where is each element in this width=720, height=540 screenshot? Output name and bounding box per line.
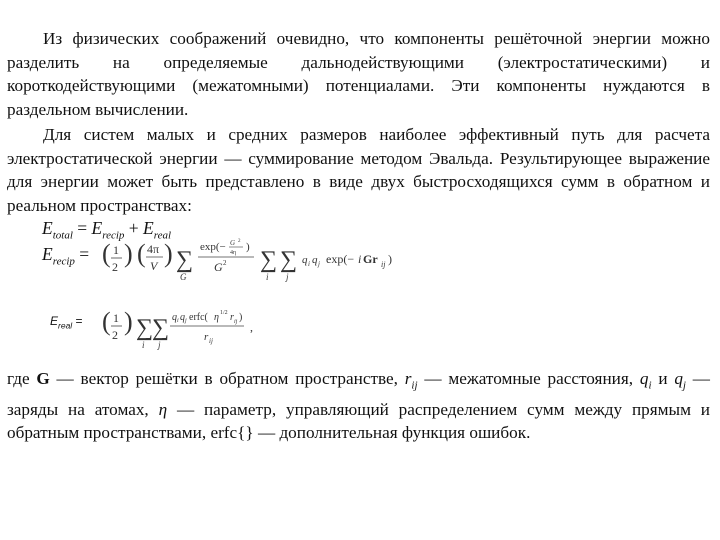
paragraph-ewald: Для систем малых и средних размеров наиболее эффективный путь для расчета электростатической энергии — суммирование методом Эвальда. Результирующее выражение для энергии может быть представлено в виде двух быстросходящихся сумм в обратном и реальном пространствах: xyxy=(7,125,710,215)
svg-text:): ) xyxy=(124,307,133,336)
svg-text:G: G xyxy=(214,260,223,274)
eq-real-equals: = xyxy=(72,314,83,328)
svg-text:G: G xyxy=(230,239,236,247)
svg-text:ij: ij xyxy=(209,337,213,345)
svg-text:): ) xyxy=(124,239,133,268)
svg-text:1/2: 1/2 xyxy=(220,310,228,316)
svg-text:j: j xyxy=(318,260,320,268)
def-text-2: — вектор решётки в обратном пространстве, xyxy=(49,369,405,388)
svg-text:i: i xyxy=(266,272,269,282)
svg-text:erfc(: erfc( xyxy=(189,312,208,323)
svg-text:q: q xyxy=(180,312,185,323)
svg-text:i: i xyxy=(358,252,362,266)
svg-text:∑: ∑ xyxy=(176,247,194,273)
recip-energy-formula-image xyxy=(100,236,520,286)
svg-text:1: 1 xyxy=(113,243,119,257)
svg-text:q: q xyxy=(172,312,177,323)
svg-text:j: j xyxy=(185,318,187,324)
def-qj-sub: j xyxy=(682,379,686,392)
svg-text:2: 2 xyxy=(112,260,118,274)
svg-text:∑: ∑ xyxy=(136,315,154,341)
svg-text:∑: ∑ xyxy=(280,247,298,273)
svg-text:i: i xyxy=(308,260,310,268)
eq-total-equals: = xyxy=(72,218,92,238)
def-qj: q xyxy=(674,369,683,388)
svg-text:i: i xyxy=(142,340,145,350)
paragraph-intro: Из физических соображений очевидно, что компоненты решёточной энергии можно разделить на определяемые дальнодействующими (электростатическими) и короткодействующими (межатомными) потенциалами. Эти компоненты нуждаются в раздельном вычислении. xyxy=(7,29,710,119)
svg-text:): ) xyxy=(388,252,392,266)
svg-text:4π: 4π xyxy=(147,242,160,256)
eq-recip-sub: recip xyxy=(52,255,75,268)
svg-text:∑: ∑ xyxy=(152,315,170,341)
eq-plus: + xyxy=(124,218,144,238)
eq-total-E: E xyxy=(42,218,53,238)
svg-text:Gr: Gr xyxy=(363,252,378,266)
svg-text:∑: ∑ xyxy=(260,247,278,273)
svg-text:,: , xyxy=(250,320,253,334)
svg-text:ij: ij xyxy=(381,260,386,269)
real-energy-formula-image xyxy=(100,302,340,352)
def-text-6: — параметр, управляющий распределением сумм между прямым и обратным пространствами, erfc{} — дополнительная функция ошибок. xyxy=(7,399,710,443)
svg-text:G: G xyxy=(180,272,187,282)
equation-recip-label xyxy=(42,244,89,268)
eq-recip-sub-term: recip xyxy=(102,229,125,242)
svg-text:exp(−: exp(− xyxy=(326,252,355,266)
def-qi-sub: i xyxy=(648,379,652,392)
eq-real-E: E xyxy=(50,314,59,328)
eq-real-E-term: E xyxy=(143,218,154,238)
svg-text:2: 2 xyxy=(112,328,118,342)
svg-text:q: q xyxy=(302,254,308,266)
svg-text:4η: 4η xyxy=(230,250,237,256)
svg-text:j: j xyxy=(158,340,161,350)
eq-recip-E-term: E xyxy=(91,218,103,238)
svg-text:η: η xyxy=(214,312,219,323)
def-qi: q xyxy=(639,369,649,388)
eq-recip-equals: = xyxy=(74,244,90,264)
svg-text:j: j xyxy=(286,272,289,282)
svg-text:q: q xyxy=(312,254,318,266)
eq-total-sub: total xyxy=(52,229,73,242)
svg-text:2: 2 xyxy=(238,239,241,244)
eq-recip-E: E xyxy=(42,244,53,264)
svg-text:2: 2 xyxy=(223,259,227,267)
svg-text:V: V xyxy=(150,259,158,273)
svg-text:r: r xyxy=(204,331,209,343)
svg-text:): ) xyxy=(164,239,173,268)
def-eta: η xyxy=(158,399,168,419)
svg-text:(: ( xyxy=(102,307,111,336)
svg-text:r: r xyxy=(230,312,234,323)
paragraph-definitions xyxy=(7,367,710,445)
svg-text:): ) xyxy=(239,312,243,323)
eq-real-sub-term: real xyxy=(153,229,172,242)
def-text-5: — заряды на атомах, xyxy=(7,369,710,419)
svg-text:1: 1 xyxy=(113,311,119,325)
svg-text:(: ( xyxy=(102,239,111,268)
svg-text:): ) xyxy=(246,241,250,253)
def-r-sub: ij xyxy=(411,379,418,392)
svg-text:(: ( xyxy=(137,239,146,268)
def-text-3: — межатомные расстояния, xyxy=(417,369,640,388)
def-text-1: где xyxy=(7,369,37,388)
eq-real-sub: real xyxy=(58,320,73,331)
def-r: r xyxy=(404,369,412,388)
svg-text:exp(−: exp(− xyxy=(200,241,226,253)
svg-text:ij: ij xyxy=(234,319,238,325)
svg-text:i: i xyxy=(177,318,179,324)
equation-real-label xyxy=(50,314,83,330)
def-vector-G: G xyxy=(36,369,50,388)
def-text-4: и xyxy=(651,369,675,388)
